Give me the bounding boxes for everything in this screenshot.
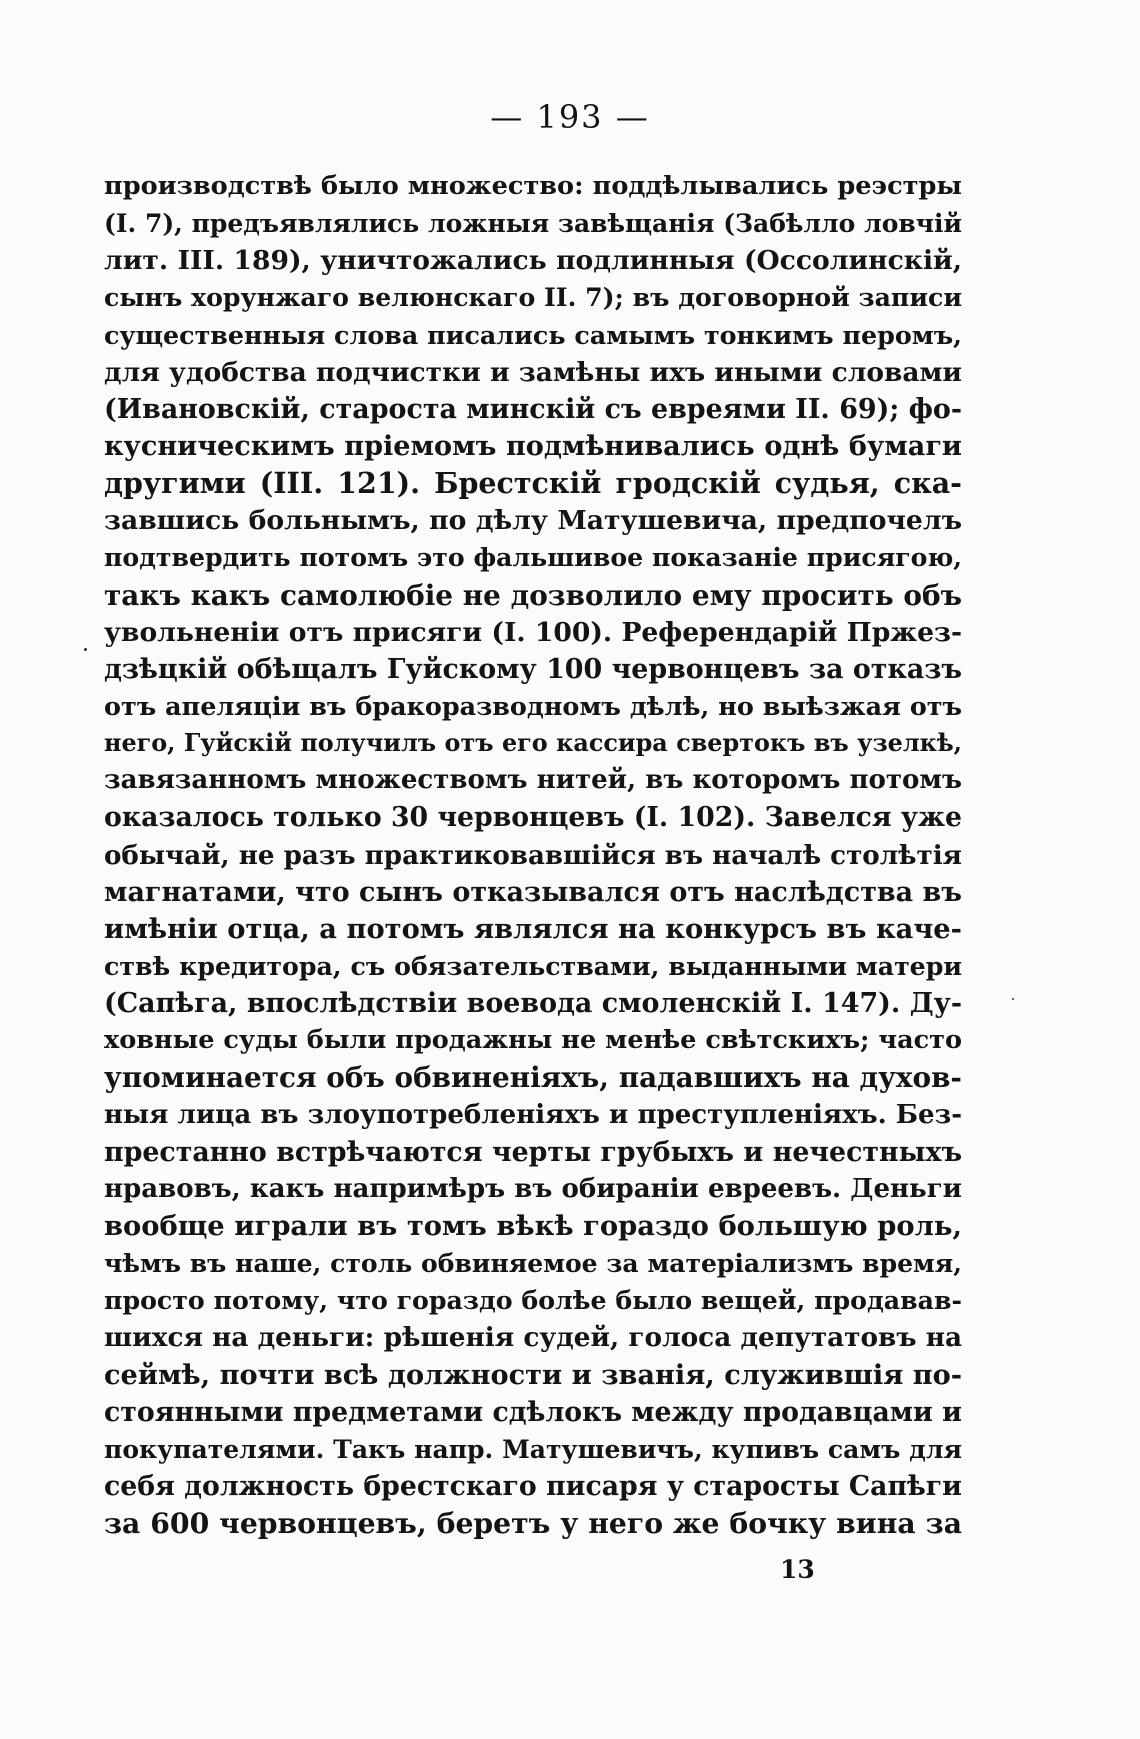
text-line: существенныя слова писались самымъ тонкимъ перомъ, [104, 319, 962, 350]
text-line: магнатами, что сынъ отказывался отъ наслѣдства въ [104, 876, 963, 908]
text-line: отъ апеляціи въ бракоразводномъ дѣлѣ, но выѣзжая отъ [104, 690, 962, 721]
text-line: для удобства подчистки и замѣны ихъ иными словами [104, 356, 962, 388]
text-line: престанно встрѣчаются черты грубыхъ и нечестныхъ [104, 1136, 962, 1168]
text-line: сынъ хорунжаго велюнскаго II. 7); въ договорной записи [104, 282, 962, 313]
text-line: такъ какъ самолюбіе не дозволило ему просить объ [104, 578, 962, 612]
text-line: вообще играли въ томъ вѣкѣ гораздо большую роль, [104, 1209, 962, 1242]
text-line: покупателями. Такъ напр. Матушевичъ, купивъ самъ для [104, 1433, 962, 1464]
text-line: дзѣцкій обѣщалъ Гуйскому 100 червонцевъ за отказъ [104, 653, 962, 685]
signature-mark: 13 [780, 1555, 815, 1584]
page-number-header: — 193 — [490, 98, 650, 136]
text-line: другими (III. 121). Брестскій гродскій судья, ска- [104, 466, 962, 501]
text-line: себя должность брестскаго писаря у старосты Сапѣги [104, 1470, 962, 1502]
text-line: (I. 7), предъявлялись ложныя завѣщанія (Забѣлло ловчій [104, 209, 962, 239]
margin-speck [84, 648, 87, 651]
text-line: (Сапѣга, впослѣдствіи воевода смоленскій I. 147). Ду- [104, 988, 962, 1020]
text-line: чѣмъ въ наше, столь обвиняемое за матеріализмъ время, [104, 1248, 962, 1279]
text-line: него, Гуйскій получилъ отъ его кассира свертокъ въ узелкѣ, [104, 729, 962, 758]
text-line: завязанномъ множествомъ нитей, въ которомъ потомъ [104, 765, 962, 796]
margin-speck [1012, 998, 1014, 1000]
text-line: за 600 червонцевъ, беретъ у него же бочку вина за [104, 1506, 962, 1541]
text-line: оказалось только 30 червонцевъ (I. 102). Завелся уже [104, 802, 962, 834]
text-line: нравовъ, какъ напримѣръ въ обираніи евреевъ. Деньги [104, 1173, 962, 1204]
text-line: ствѣ кредитора, съ обязательствами, выданными матери [104, 950, 962, 981]
text-line: завшись больнымъ, по дѣлу Матушевича, предпочелъ [104, 505, 962, 537]
text-line: подтвердить потомъ это фальшивое показаніе присягою, [104, 542, 962, 573]
text-line: имѣніи отца, а потомъ являлся на конкурсъ въ каче- [104, 912, 962, 945]
text-line: производствѣ было множество: поддѣлывались реэстры [104, 171, 962, 201]
body-text [104, 168, 962, 1542]
text-line: лит. III. 189), уничтожались подлинныя (Оссолинскій, [104, 245, 962, 277]
text-line: увольненіи отъ присяги (I. 100). Референдарій Пржез- [104, 616, 962, 648]
text-line: (Ивановскій, староста минскій съ евреями II. 69); фо- [104, 393, 962, 425]
text-line: обычай, не разъ практиковавшійся въ началѣ столѣтія [104, 839, 962, 871]
text-line: кусническимъ пріемомъ подмѣнивались однѣ бумаги [104, 430, 962, 462]
text-line: шихся на деньги: рѣшенія судей, голоса депутатовъ на [104, 1322, 962, 1354]
text-line: упоминается объ обвиненіяхъ, падавшихъ на духов- [104, 1061, 962, 1095]
text-line: сеймѣ, почти всѣ должности и званія, служившія по- [104, 1358, 962, 1391]
text-line: ховные суды были продажны не менѣе свѣтскихъ; часто [104, 1025, 962, 1056]
text-line: просто потому, что гораздо болѣе было вещей, продавав- [104, 1285, 962, 1316]
text-line: ныя лица въ злоупотребленіяхъ и преступленіяхъ. Без- [104, 1099, 962, 1130]
text-line: стоянными предметами сдѣлокъ между продавцами и [104, 1396, 963, 1428]
